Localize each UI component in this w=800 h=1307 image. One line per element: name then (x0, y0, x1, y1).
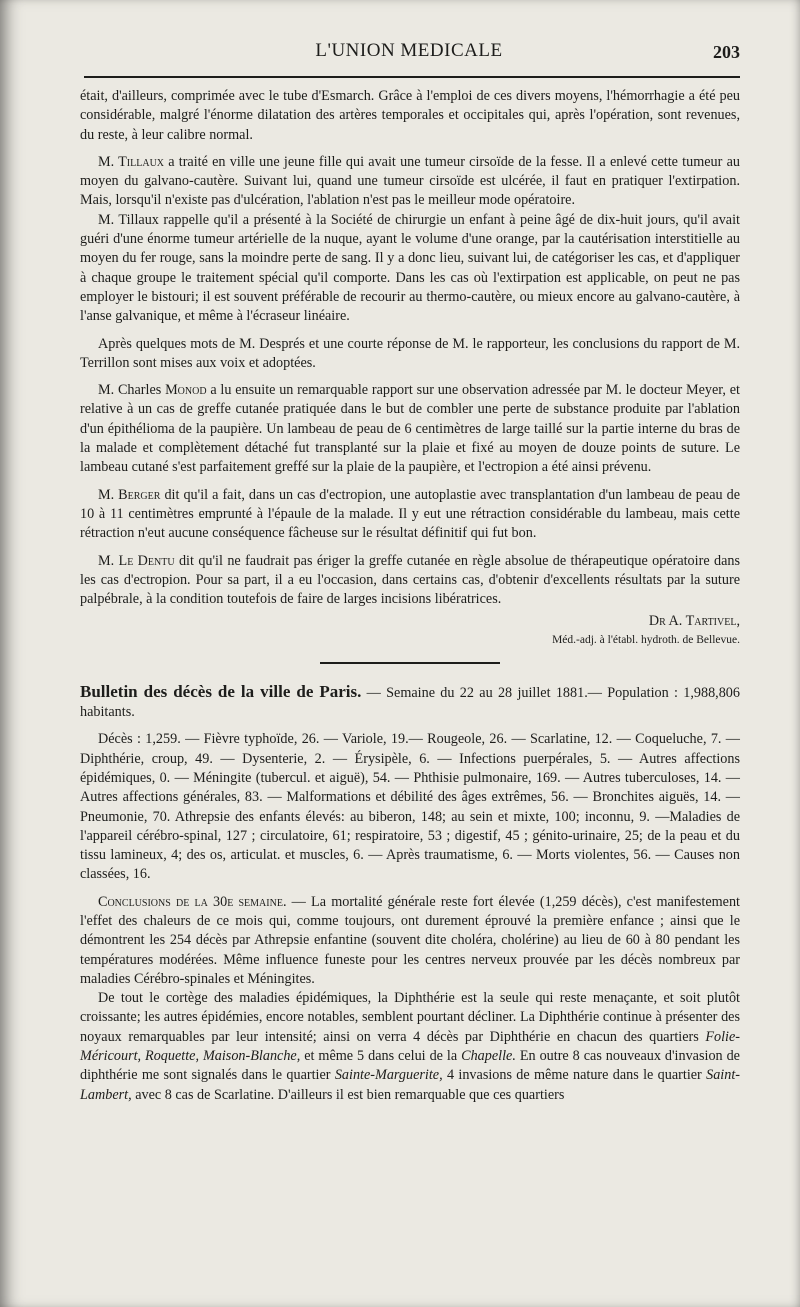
page-number: 203 (713, 42, 740, 62)
bulletin-deces: Décès : 1,259. — Fièvre typhoïde, 26. — Variole, 19.— Rougeole, 26. — Scarlatine, 12. — Coqueluche, 7. — Diphthérie, croup, 49. — Dysenterie, 2. — Érysipèle, 6. — Infections puerpérales, 5. — Autres affections épidémiques, 0. — Méningite (tubercul. et aiguë), 54. — Phthisie pulmonaire, 169. — Autres tuberculoses, 14. — Autres affections générales, 83. — Malformations et débilité des âges extrêmes, 56. — Bronchites aiguës, 14. — Pneumonie, 70. Athrepsie des enfants élevés: au biberon, 148; au sein et mixte, 100; inconnu, 9. —Maladies de l'appareil cérébro-spinal, 127 ; circulatoire, 61; respiratoire, 53 ; digestif, 45 ; génito-urinaire, 25; de la peau et du tissu lamineux, 4; des os, articulat. et muscles, 6. — Après traumatisme, 6. — Morts violentes, 56. — Causes non classées, 16. (80, 731, 740, 883)
speaker-monod: Monod (165, 382, 207, 399)
speaker-berger: M. Berger (98, 486, 161, 503)
para-tillaux-1-text: a traité en ville une jeune fille qui avait une tumeur cirsoïde de la fesse. Il a enlevé cette tumeur au moyen du galvano-cautère. Suivant lui, quand une tumeur cirsoïde est ulcérée, il faut en pratiquer l'extirpation. Mais, lorsqu'il n'existe pas d'ulcération, l'ablation n'est pas le meilleur mode opératoire. (80, 153, 740, 209)
conclusions-text: — La mortalité générale reste fort élevée (1,259 décès), c'est manifestement l'effet des chaleurs de ce mois qui, comme toujours, ont durement éprouvé la première enfance ; ainsi que le démontrent les 254 décès par Athrepsie enfantine (souvent dite choléra, cholérine) au lieu de 60 à 80 pendant les températures modérées. Même influence funeste pour les centres nerveux prouvée par les décès nombreux par maladies Cérébro-spinales et Méningites. (80, 893, 740, 987)
para-monod (80, 381, 740, 477)
quartier-saint-lambert: Saint-Lambert, (80, 1067, 740, 1103)
page-header (78, 40, 740, 74)
speaker-tillaux: M. Tillaux (98, 153, 165, 170)
para-despres: Après quelques mots de M. Després et une courte réponse de M. le rapporteur, les conclusions du rapport de M. Terrillon sont mises aux voix et adoptées. (80, 335, 740, 371)
bulletin-title: Bulletin des décès de la ville de Paris. (80, 681, 362, 701)
para-berger-text: dit qu'il a fait, dans un cas d'ectropion, une autoplastie avec transplantation d'un lambeau de peau de 10 à 11 centimètres emprunté à l'épaule de la malade. Il y eut une rétraction considérable du lambeau, mais cette rétraction n'eut aucune conséquence fâcheuse sur le résultat définitif qui fut bon. (80, 486, 741, 542)
running-title: L'UNION MEDICALE (315, 40, 503, 61)
monod-prefix: M. Charles (98, 382, 166, 399)
bulletin-week: — Semaine du 22 au 28 juillet 1881.— Population : 1,988,806 habitants. (80, 684, 740, 721)
signature-name: Dr A. Tartivel, (648, 613, 740, 630)
para-ledentu-text: dit qu'il ne faudrait pas ériger la greffe cutanée en règle absolue de thérapeutique opératoire dans les cas d'ectropion. Pour sa part, il a eu l'occasion, dans certains cas, d'obtenir d'excellents résultats par la suture palpébrale, à la condition toutefois de faire de larges incisions libératrices. (80, 552, 740, 608)
para-berger (80, 486, 740, 544)
signature-affiliation: Méd.-adj. à l'établ. hydroth. de Bellevue. (552, 633, 740, 646)
bulletin-conclusions (80, 893, 740, 989)
section-separator (320, 662, 500, 664)
quartier-sainte-marguerite: Sainte-Marguerite, (334, 1067, 443, 1084)
bulletin-heading (80, 682, 740, 723)
para-tillaux-1 (80, 153, 740, 211)
para-esmarch: était, d'ailleurs, comprimée avec le tube d'Esmarch. Grâce à l'emploi de ces divers moyens, l'hémorrhagie a été peu considérable, malgré l'énorme dilatation des artères temporales et occipitales qui, après l'opération, sont revenues, du reste, à leur calibre normal. (80, 88, 740, 143)
speaker-ledentu: M. Le Dentu (98, 552, 175, 569)
article-body (80, 87, 740, 1105)
bulletin-diphtheria: De tout le cortège des maladies épidémiques, la Diphthérie est la seule qui reste menaçante, et soit plutôt croissante; les autres épidémies, encore notables, semblent pourtant décliner. La Diphthérie continue à présenter des noyaux remarquables par leur intensité; ainsi on verra 4 décès par Diphthérie en chacun des quartiers Folie-Méricourt, Roquette, Maison-Blanche, et même 5 dans celui de la Chapelle. En outre 8 cas nouveaux d'invasion de diphthérie me sont signalés dans le quartier Sainte-Marguerite, 4 invasions de même nature dans le quartier Saint-Lambert, avec 8 cas de Scarlatine. D'ailleurs il est bien remarquable que ces quartiers (80, 990, 740, 1103)
para-monod-text: a lu ensuite un remarquable rapport sur une observation adressée par M. le docteur Meyer, et relative à un cas de greffe cutanée pratiquée dans le but de combler une perte de substance produite par l'ablation d'un épithélioma de la paupière. Un lambeau de peau de 6 centimètres de large taillé sur la partie interne du bras de la malade et complètement détaché fut transplanté sur la plaie et fixé au moyen de douze points de suture. Le lambeau cutané s'est parfaitement greffé sur la plaie de la paupière, et l'ectropion a été ainsi prévenu. (80, 382, 740, 476)
quartier-chapelle: Chapelle. (461, 1048, 516, 1065)
para-ledentu (80, 552, 740, 610)
conclusions-heading: Conclusions de la 30e semaine. (98, 893, 287, 910)
header-rule (84, 76, 740, 78)
para-tillaux-2: M. Tillaux rappelle qu'il a présenté à la Société de chirurgie un enfant à peine âgé de dix-huit jours, qu'il avait guéri d'une énorme tumeur artérielle de la nuque, ayant le volume d'une orange, par la cautérisation interstitielle au moyen du fer rouge, sans la moindre perte de sang. Il y a donc lieu, suivant lui, de catégoriser les cas, et d'appliquer à chaque groupe le traitement spécial qu'il comporte. Dans les cas où l'extirpation est applicable, on peut ne pas employer le bistouri; il est souvent préférable de recourir au thermo-cautère, ou mieux encore au galvano-cautère, à l'anse galvanique, et même à l'écraseur linéaire. (80, 211, 740, 325)
quartier-list: Folie-Méricourt, Roquette, Maison-Blanche, (80, 1028, 740, 1065)
